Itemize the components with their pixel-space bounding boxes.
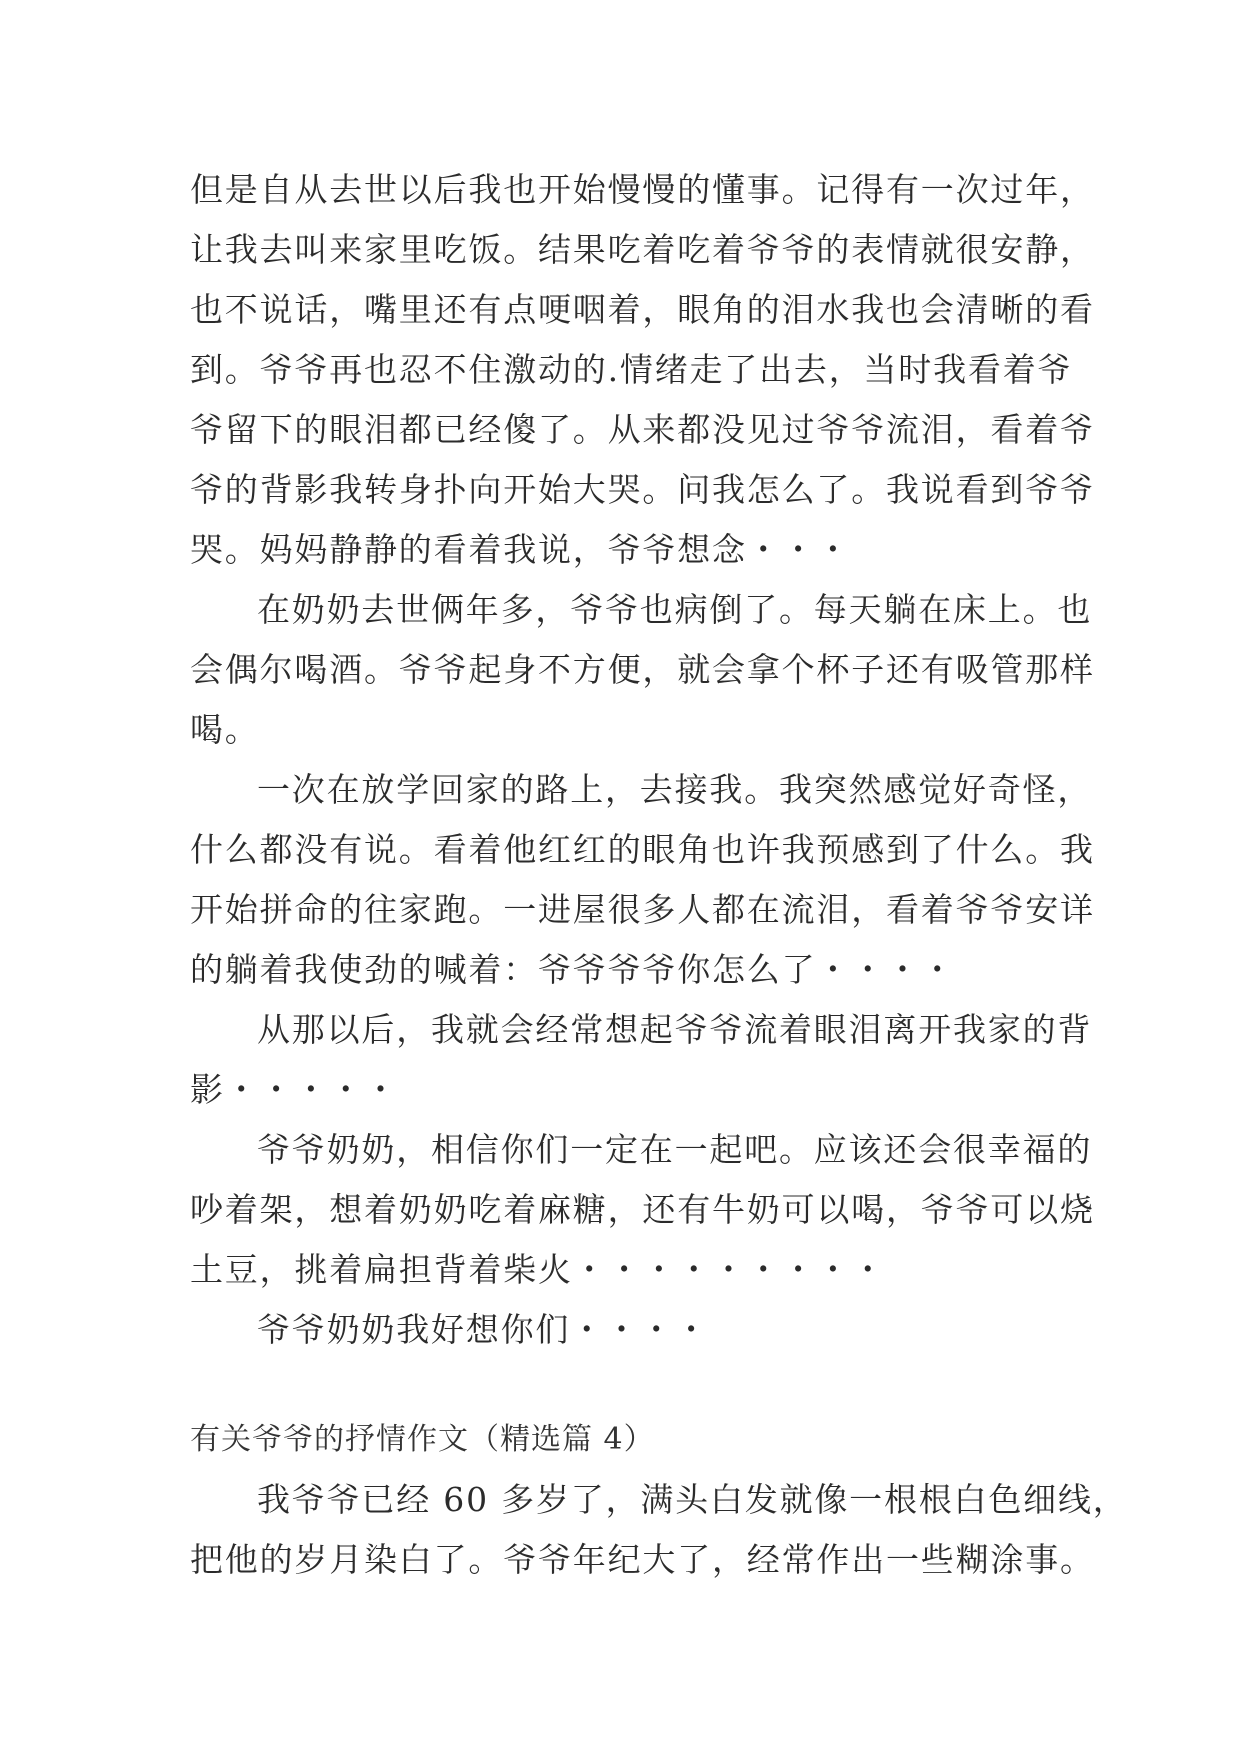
document-body: [190, 160, 1128, 1590]
text-line: 在奶奶去世俩年多，爷爷也病倒了。每天躺在床上。也: [257, 590, 1093, 629]
text-line: 也不说话，嘴里还有点哽咽着，眼角的泪水我也会清晰的看: [190, 290, 1095, 329]
text-line: 但是自从去世以后我也开始慢慢的懂事。记得有一次过年，: [190, 170, 1095, 209]
paragraph: [190, 1000, 1093, 1120]
paragraph: [190, 1120, 1095, 1300]
text-line: 把他的岁月染白了。爷爷年纪大了，经常作出一些糊涂事。: [190, 1540, 1095, 1579]
text-line: 一次在放学回家的路上，去接我。我突然感觉好奇怪，: [257, 770, 1093, 809]
text-line: 爷的背影我转身扑向开始大哭。问我怎么了。我说看到爷爷: [190, 470, 1095, 509]
paragraph: [190, 160, 1095, 580]
paragraph: [190, 760, 1095, 1000]
text-line: 哭。妈妈静静的看着我说，爷爷想念・・・: [190, 530, 852, 569]
text-line: 我爷爷已经 60 多岁了，满头白发就像一根根白色细线，: [257, 1480, 1128, 1519]
text-line: 到。爷爷再也忍不住激动的.情绪走了出去，当时我看着爷: [190, 350, 1073, 389]
text-line: 影・・・・・: [190, 1070, 399, 1109]
paragraph: [190, 1470, 1128, 1590]
text-line: 会偶尔喝酒。爷爷起身不方便，就会拿个杯子还有吸管那样: [190, 650, 1095, 689]
text-line: 吵着架，想着奶奶吃着麻糖，还有牛奶可以喝，爷爷可以烧: [190, 1190, 1095, 1229]
text-line: 从那以后，我就会经常想起爷爷流着眼泪离开我家的背: [257, 1010, 1093, 1049]
text-line: 土豆，挑着扁担背着柴火・・・・・・・・・: [190, 1250, 886, 1289]
text-line: 爷爷奶奶，相信你们一定在一起吧。应该还会很幸福的: [257, 1130, 1093, 1169]
text-line: 让我去叫来家里吃饭。结果吃着吃着爷爷的表情就很安静，: [190, 230, 1095, 269]
section-heading: 有关爷爷的抒情作文（精选篇 4）: [190, 1422, 655, 1457]
text-line: 喝。: [190, 710, 260, 749]
text-line: 什么都没有说。看着他红红的眼角也许我预感到了什么。我: [190, 830, 1095, 869]
text-line: 爷留下的眼泪都已经傻了。从来都没见过爷爷流泪，看着爷: [190, 410, 1095, 449]
text-line: 爷爷奶奶我好想你们・・・・: [257, 1310, 710, 1349]
text-line: 的躺着我使劲的喊着：爷爷爷爷你怎么了・・・・: [190, 950, 956, 989]
text-line: 开始拼命的往家跑。一进屋很多人都在流泪，看着爷爷安详: [190, 890, 1095, 929]
paragraph: [190, 580, 1095, 760]
paragraph: [190, 1300, 1070, 1360]
